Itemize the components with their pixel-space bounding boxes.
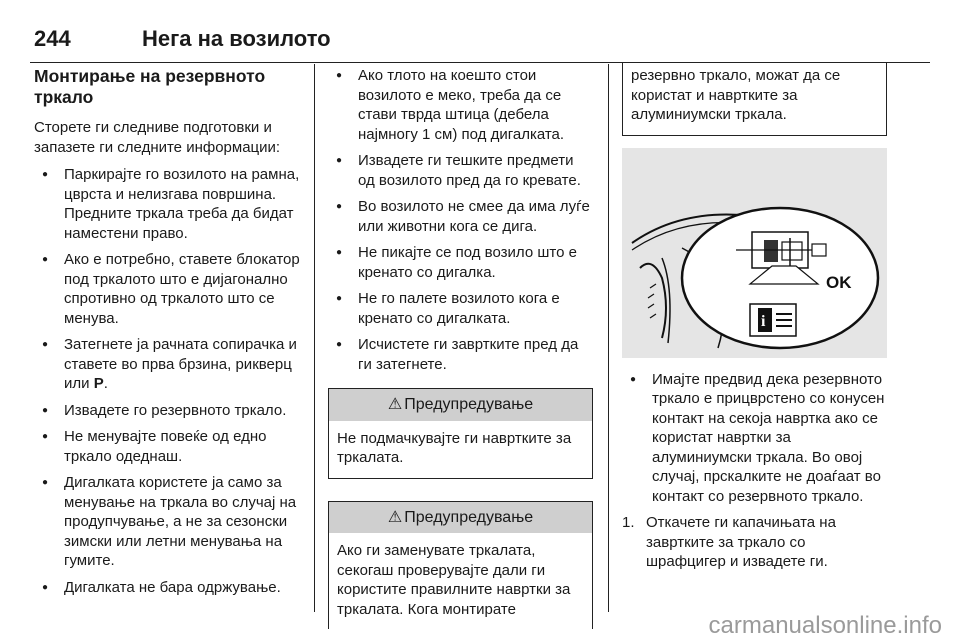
step-item <box>622 513 887 572</box>
page-number: 244 <box>34 26 71 51</box>
list-item: ● Ако е потребно, ставете блокатор под тркалото што е дијагонално спротивно од тркалото што се менува. <box>34 250 302 328</box>
warning-body: Не подмачкувајте ги навртките за тркалата. <box>337 429 572 466</box>
column-2 <box>328 66 593 629</box>
list-item: ● Паркирајте го возилото на рамна, цврста и нелизгава површина. Предните тркала треба да бидат наместени право. <box>34 165 302 243</box>
list-item: ● Имајте предвид дека резервното тркало е прицврстено со конусен контакт на секоја навртка ако се користат навртки за алуминиумски тркала. Во овој случај, прскалките не доаѓаат во контакт со резервното тркало. <box>622 370 887 507</box>
gear-p-label: P <box>93 375 104 392</box>
warning-box-1 <box>328 388 593 479</box>
warning-title: Предупредување <box>404 396 534 413</box>
preparation-list <box>34 165 302 597</box>
list-item: ● Исчистете ги завртките пред да ги затегнете. <box>328 335 593 374</box>
watermark: carmanualsonline.info <box>708 612 942 639</box>
wheel-nut-illustration <box>622 148 887 358</box>
note-list <box>622 370 887 507</box>
list-item: ● Дигалката користете ја само за менување на тркала во случај на продупчување, а не за сезонски зимски или летни менувања на гумите. <box>34 473 302 571</box>
warning-triangle-icon: ⚠ <box>387 508 403 526</box>
warning-body: Ако ги заменувате тркалата, секогаш проверувајте дали ги користите правилните навртки за тркалата. Кога монтирате <box>337 542 571 618</box>
intro-paragraph: Сторете ги следниве подготовки и запазете ги следните информации: <box>34 119 281 156</box>
step-number: 1. <box>622 514 635 531</box>
column-divider-2 <box>608 64 609 612</box>
list-item: ● Не менувајте повеќе од едно тркало одеднаш. <box>34 427 302 466</box>
ok-label: OK <box>826 272 852 292</box>
step-text: Откачете ги капачињата на завртките за тркало со шрафцигер и извадете ги. <box>646 514 836 570</box>
list-item: ● Не пикајте се под возило што е кренато со дигалка. <box>328 243 593 282</box>
warning-triangle-icon: ⚠ <box>387 396 403 413</box>
column-3 <box>622 64 887 572</box>
column-1 <box>34 66 302 604</box>
list-item <box>34 335 302 394</box>
wheel-nut-drawing <box>622 148 887 358</box>
warning-header <box>329 502 592 534</box>
list-item: ● Во возилото не смее да има луѓе или животни кога се дига. <box>328 197 593 236</box>
column-divider-1 <box>314 64 315 612</box>
list-item: ● Извадете го резервното тркало. <box>34 401 302 421</box>
list-item: ● Дигалката не бара одржување. <box>34 578 302 598</box>
page-header <box>30 14 930 54</box>
warning-box-2 <box>328 501 593 630</box>
list-item-suffix: . <box>103 375 108 392</box>
warning-title: Предупредување <box>404 508 534 526</box>
section-title: Монтирање на резервното тркало <box>34 66 266 107</box>
list-item: ● Извадете ги тешките предмети од возилото пред да го кревате. <box>328 151 593 190</box>
warning-continuation-box: резервно тркало, можат да се користат и навртките за алуминиумски тркала. <box>622 62 887 136</box>
list-item: ● Не го палете возилото кога е кренато со дигалката. <box>328 289 593 328</box>
steps-list <box>622 513 887 572</box>
safety-list <box>328 66 593 374</box>
list-item: ● Ако тлото на коешто стои возилото е меко, треба да се стави тврда штица (дебела најмногу 1 см) под дигалката. <box>328 66 593 144</box>
page-title: Нега на возилото <box>142 26 331 51</box>
warning-header <box>329 389 592 421</box>
info-icon: i <box>761 312 766 330</box>
list-item-text: Затегнете ја рачната сопирачка и ставете во прва брзина, рикверц или <box>64 336 297 392</box>
